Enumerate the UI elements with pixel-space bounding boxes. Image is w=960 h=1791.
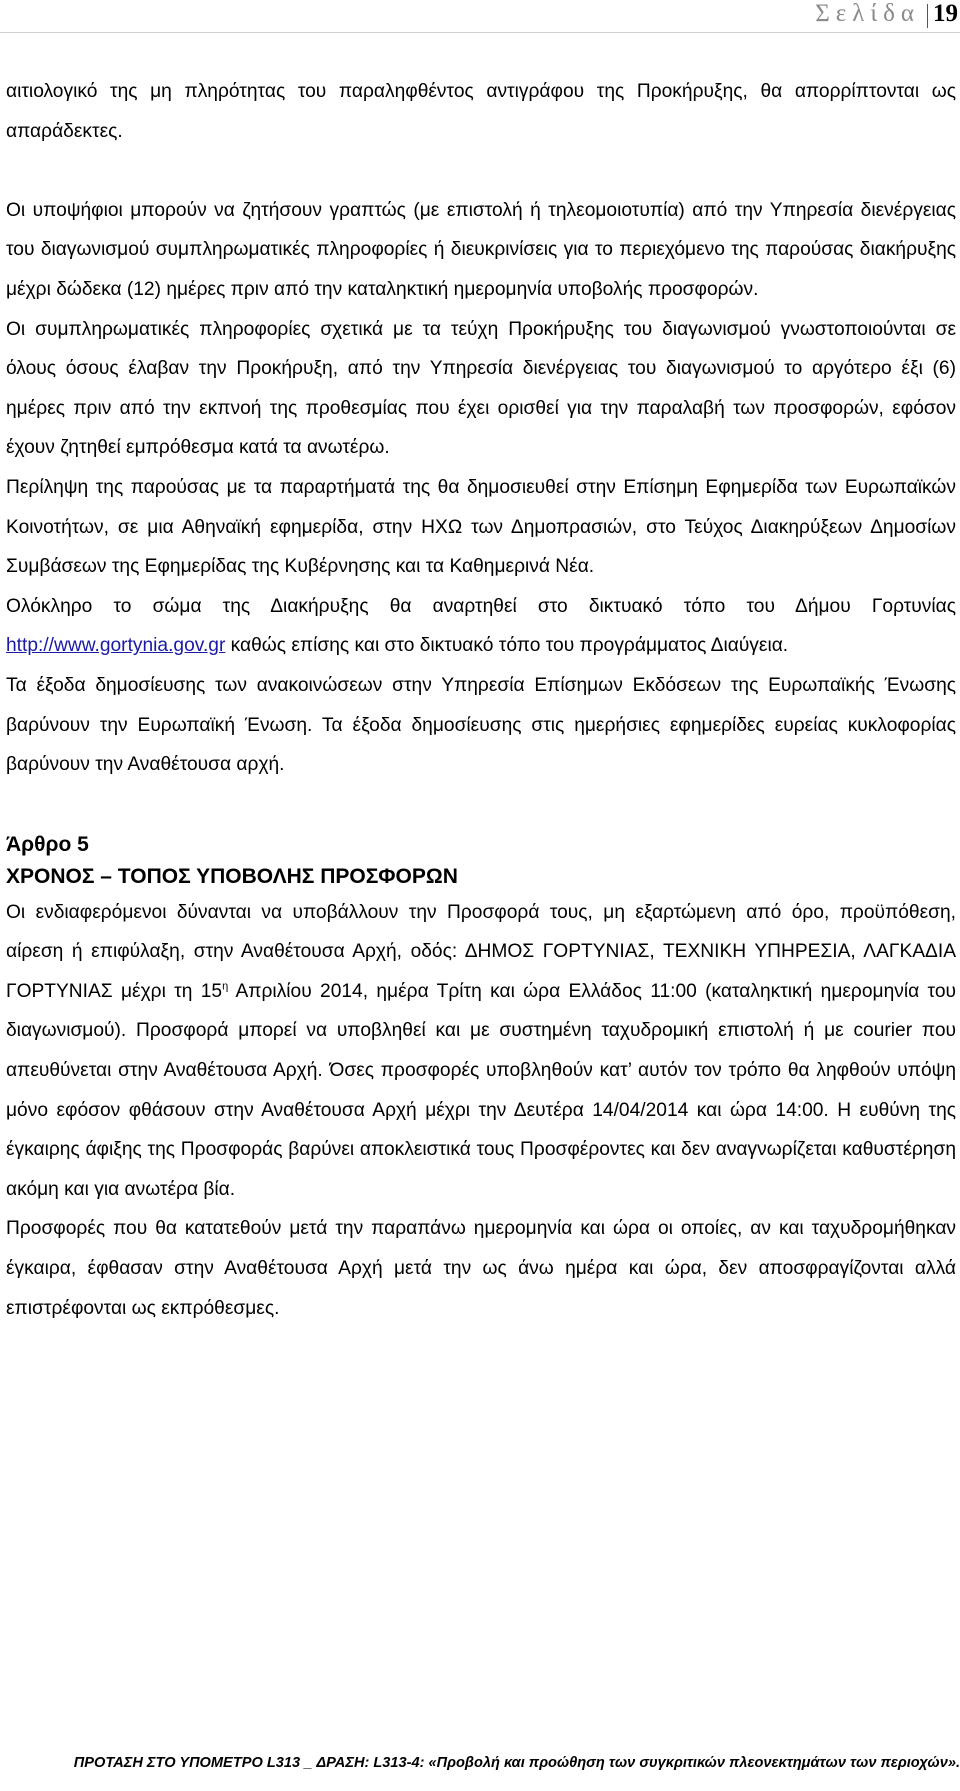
document-body bbox=[6, 72, 956, 1328]
paragraph-supplementary-info: Οι συμπληρωματικές πληροφορίες σχετικά με τα τεύχη Προκήρυξης του διαγωνισμού γνωστοποιούνται σε όλους όσους έλαβαν την Προκήρυξη, από την Υπηρεσία διενέργειας του διαγωνισμού το αργότερο έξι (6) ημέρες πριν από την εκπνοή της προθεσμίας που έχει ορισθεί για την παραλαβή των προσφορών, εφόσον έχουν ζητηθεί εμπρόθεσμα κατά τα ανωτέρω. bbox=[6, 318, 956, 459]
posting-text: Ολόκληρο το σώμα της Διακήρυξης θα αναρτηθεί στο δικτυακό τόπο του Δήμου Γορτυνίας bbox=[6, 595, 956, 617]
posting-tail: καθώς επίσης και στο δικτυακό τόπο του προγράμματος Διαύγεια. bbox=[225, 635, 789, 657]
paragraph-late-submissions: Προσφορές που θα κατατεθούν μετά την παραπάνω ημερομηνία και ώρα οι οποίες, αν και ταχυδρομήθηκαν έγκαιρα, έφθασαν στην Αναθέτουσα Αρχή μετά την ως άνω ημέρα και ώρα, δεν αποσφραγίζονται αλλά επιστρέφονται ως εκπρόθεσμες. bbox=[6, 1218, 956, 1319]
page-label: Σελίδα bbox=[815, 0, 920, 27]
gortynia-website-link[interactable]: http://www.gortynia.gov.gr bbox=[6, 635, 226, 657]
ordinal-superscript: η bbox=[222, 980, 229, 993]
paragraph-clarifications: Οι υποψήφιοι μπορούν να ζητήσουν γραπτώς (με επιστολή ή τηλεομοιοτυπία) από την Υπηρεσία διενέργειας του διαγωνισμού συμπληρωματικές πληροφορίες ή διευκρινίσεις για το περιεχόμενο της παρούσας διακήρυξης μέχρι δώδεκα (12) ημέρες πριν από την καταληκτική ημερομηνία υποβολής προσφορών. bbox=[6, 199, 956, 300]
page-header bbox=[0, 0, 960, 33]
article-number: Άρθρο 5 bbox=[6, 832, 89, 856]
paragraph-submission-deadline bbox=[6, 893, 956, 1210]
paragraph-full-text-posting bbox=[6, 587, 956, 666]
paragraph-continuation: αιτιολογικό της μη πληρότητας του παραληφθέντος αντιγράφου της Προκήρυξης, θα απορρίπτονται ως απαράδεκτες. bbox=[6, 81, 956, 142]
page-number: 19 bbox=[933, 0, 958, 27]
page-number-divider bbox=[927, 4, 928, 28]
page-footer: ΠΡΟΤΑΣΗ ΣΤΟ ΥΠΟΜΕΤΡΟ L313 _ ΔΡΑΣΗ: L313-4: «Προβολή και προώθηση των συγκριτικών πλεονεκτημάτων των περιοχών». bbox=[73, 1755, 960, 1771]
paragraph-publication-costs: Τα έξοδα δημοσίευσης των ανακοινώσεων στην Υπηρεσία Επίσημων Εκδόσεων της Ευρωπαϊκής Ένωσης βαρύνουν την Ευρωπαϊκή Ένωση. Τα έξοδα δημοσίευσης στις ημερήσιες εφημερίδες ευρείας κυκλοφορίας βαρύνουν την Αναθέτουσα αρχή. bbox=[6, 674, 956, 776]
deadline-text-start: Οι ενδιαφερόμενοι δύνανται να υποβάλλουν την Προσφορά τους, μη εξαρτώμενη από όρο, προϋπόθεση, αίρεση ή επιφύλαξη, στην Αναθέτουσα Αρχή, οδός: ΔΗΜΟΣ ΓΟΡΤΥΝΙΑΣ, ΤΕΧΝΙΚΗ ΥΠΗΡΕΣΙΑ, ΛΑΓΚΑΔΙΑ ΓΟΡΤΥΝΙΑΣ μέχρι τη 15 bbox=[6, 901, 956, 1002]
article-title: ΧΡΟΝΟΣ – ΤΟΠΟΣ ΥΠΟΒΟΛΗΣ ΠΡΟΣΦΟΡΩΝ bbox=[6, 864, 458, 888]
paragraph-publication-summary: Περίληψη της παρούσας με τα παραρτήματά της θα δημοσιευθεί στην Επίσημη Εφημερίδα των Ευρωπαϊκών Κοινοτήτων, σε μια Αθηναϊκή εφημερίδα, στην ΗΧΩ των Δημοπρασιών, στο Τεύχος Διακηρύξεων Δημοσίων Συμβάσεων της Εφημερίδας της Κυβέρνησης και τα Καθημερινά Νέα. bbox=[6, 476, 956, 578]
deadline-text-end: Απριλίου 2014, ημέρα Τρίτη και ώρα Ελλάδος 11:00 (καταληκτική ημερομηνία του διαγωνισμού). Προσφορά μπορεί να υποβληθεί και με συστημένη ταχυδρομική επιστολή ή με courier που απευθύνεται στην Αναθέτουσα Αρχή. Όσες προσφορές υποβληθούν κατ’ αυτόν τον τρόπο θα ληφθούν υπόψη μόνο εφόσον φθάσουν στην Αναθέτουσα Αρχή μέχρι την Δευτέρα 14/04/2014 και ώρα 14:00. Η ευθύνη της έγκαιρης άφιξης της Προσφοράς βαρύνει αποκλειστικά τους Προσφέροντες και δεν αναγνωρίζεται καθυστέρηση ακόμη και για ανωτέρα βία. bbox=[6, 980, 956, 1200]
